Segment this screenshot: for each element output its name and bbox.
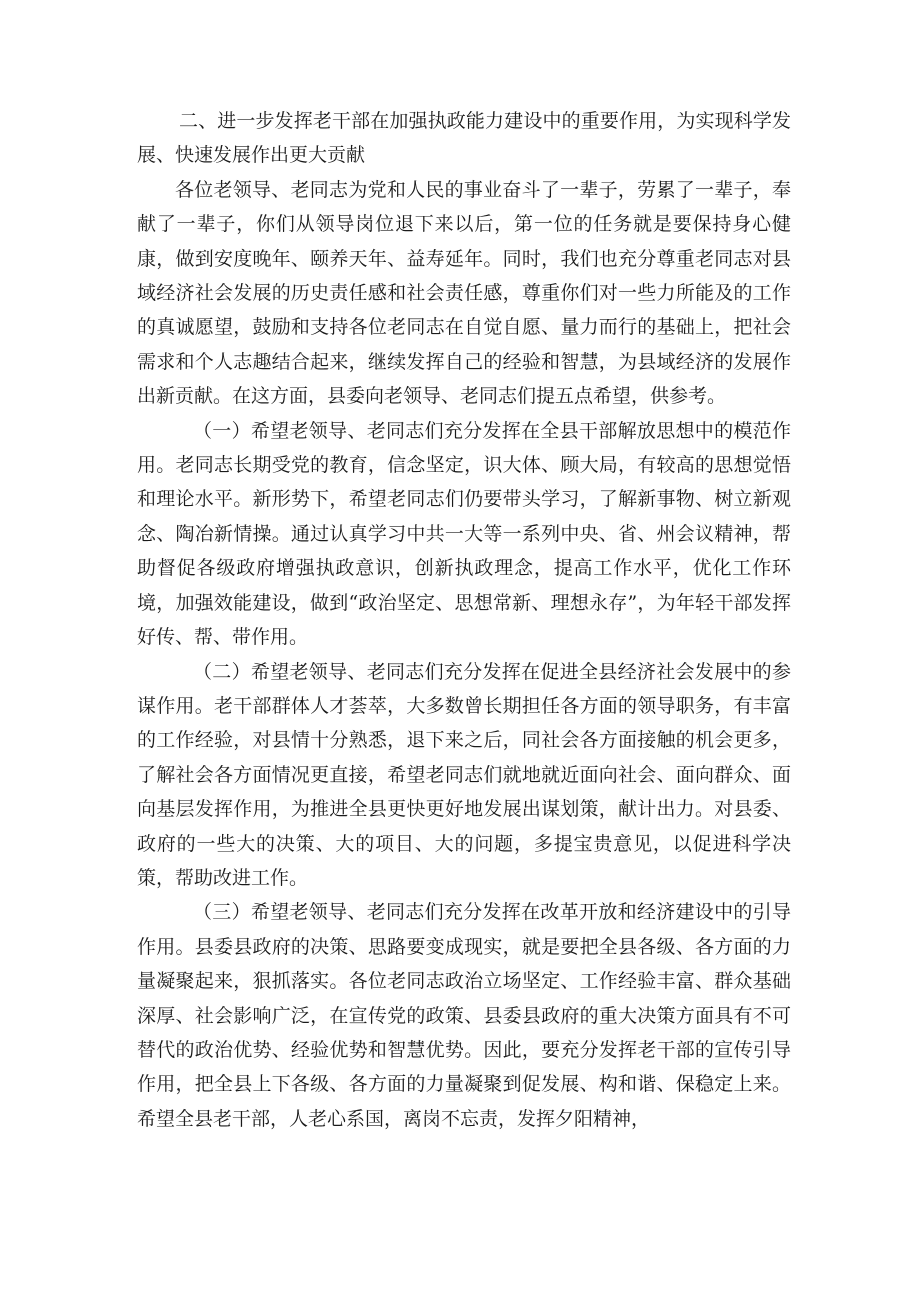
intro-paragraph: 各位老领导、老同志为党和人民的事业奋斗了一辈子，劳累了一辈子，奉献了一辈子，你们从领导岗位退下来以后，第一位的任务就是要保持身心健康，做到安度晚年、颐养天年、益寿延年。同时，我们也充分尊重老同志对县域经济社会发展的历史责任感和社会责任感，尊重你们对一些力所能及的工作的真诚愿望，鼓励和支持各位老同志在自觉自愿、量力而行的基础上，把社会需求和个人志趣结合起来，继续发挥自己的经验和智慧，为县域经济的发展作出新贡献。在这方面，县委向老领导、老同志们提五点希望，供参考。 <box>137 178 791 408</box>
point-three-paragraph: （三）希望老领导、老同志们充分发挥在改革开放和经济建设中的引导作用。县委县政府的决策、思路要变成现实，就是要把全县各级、各方面的力量凝聚起来，狠抓落实。各位老同志政治立场坚定、工作经验丰富、群众基础深厚、社会影响广泛，在宣传党的政策、县委县政府的重大决策方面具有不可替代的政治优势、经验优势和智慧优势。因此，要充分发挥老干部的宣传引导作用，把全县上下各级、各方面的力量凝聚到促发展、构和谐、保稳定上来。希望全县老干部，人老心系国，离岗不忘责，发挥夕阳精神， <box>137 901 791 1130</box>
section-heading: 二、进一步发挥老干部在加强执政能力建设中的重要作用，为实现科学发展、快速发展作出更大贡献 <box>137 110 791 167</box>
point-two-paragraph: （二）希望老领导、老同志们充分发挥在促进全县经济社会发展中的参谋作用。老干部群体人才荟萃，大多数曾长期担任各方面的领导职务，有丰富的工作经验，对县情十分熟悉，退下来之后，同社会各方面接触的机会更多，了解社会各方面情况更直接，希望老同志们就地就近面向社会、面向群众、面向基层发挥作用，为推进全县更快更好地发展出谋划策，献计出力。对县委、政府的一些大的决策、大的项目、大的问题，多提宝贵意见，以促进科学决策，帮助改进工作。 <box>137 660 791 889</box>
point-one-paragraph: （一）希望老领导、老同志们充分发挥在全县干部解放思想中的模范作用。老同志长期受党的教育，信念坚定，识大体、顾大局，有较高的思想觉悟和理论水平。新形势下，希望老同志们仍要带头学习，了解新事物、树立新观念、陶冶新情操。通过认真学习中共一大等一系列中央、省、州会议精神，帮助督促各级政府增强执政意识，创新执政理念，提高工作水平，优化工作环境，加强效能建设，做到“政治坚定、思想常新、理想永存”，为年轻干部发挥好传、帮、带作用。 <box>137 419 791 649</box>
document-body <box>137 104 791 1136</box>
